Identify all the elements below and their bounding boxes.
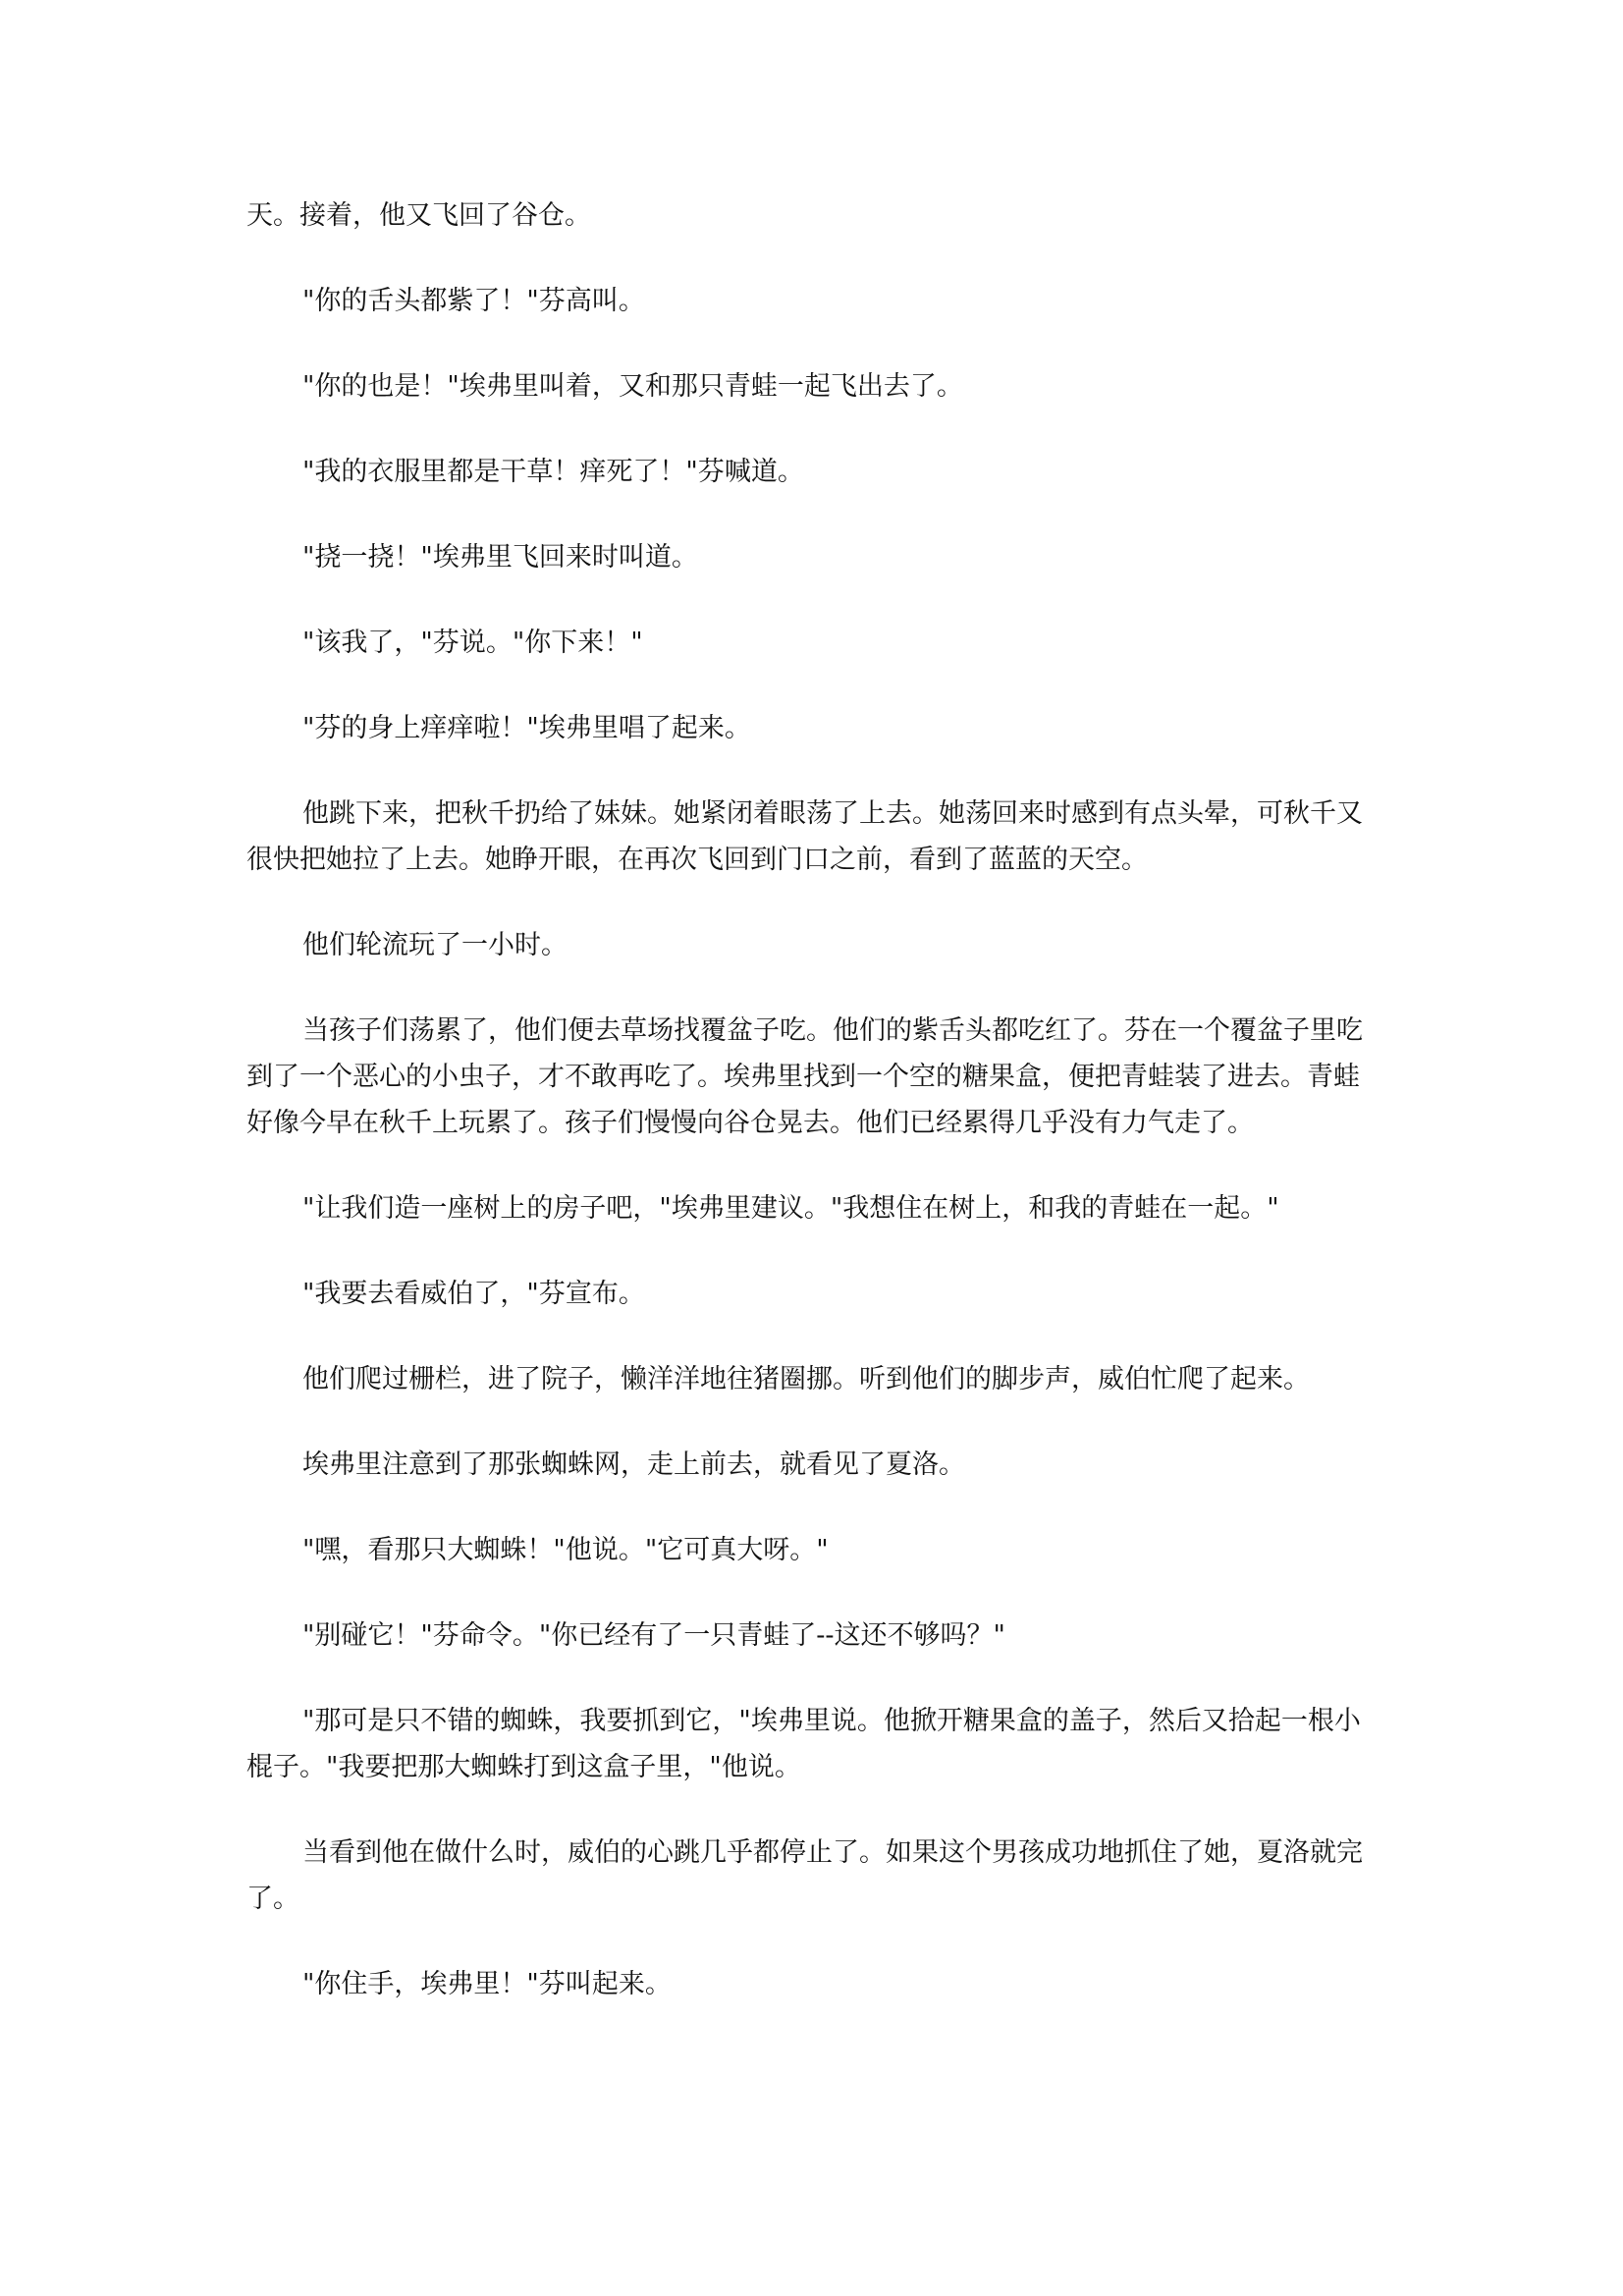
paragraph: "别碰它！"芬命令。"你已经有了一只青蛙了--这还不够吗？" bbox=[302, 1620, 1005, 1651]
paragraph: 天。接着，他又飞回了谷仓。 bbox=[246, 200, 591, 231]
paragraph: 他跳下来，把秋千扔给了妹妹。她紧闭着眼荡了上去。她荡回来时感到有点头晕，可秋千又很快把她拉了上去。她睁开眼，在再次飞回到门口之前，看到了蓝蓝的天空。 bbox=[246, 798, 1363, 875]
paragraph: "我的衣服里都是干草！痒死了！"芬喊道。 bbox=[302, 457, 804, 487]
paragraph: "你住手，埃弗里！"芬叫起来。 bbox=[302, 1969, 672, 1999]
paragraph: "该我了，"芬说。"你下来！" bbox=[302, 628, 643, 658]
paragraph: "挠一挠！"埃弗里飞回来时叫道。 bbox=[302, 542, 698, 573]
body-text bbox=[246, 192, 1385, 2047]
paragraph: "让我们造一座树上的房子吧，"埃弗里建议。"我想住在树上，和我的青蛙在一起。" bbox=[302, 1193, 1279, 1224]
paragraph: "你的也是！"埃弗里叫着，又和那只青蛙一起飞出去了。 bbox=[302, 371, 963, 402]
paragraph: "嘿，看那只大蜘蛛！"他说。"它可真大呀。" bbox=[302, 1535, 829, 1565]
paragraph: 埃弗里注意到了那张蜘蛛网，走上前去，就看见了夏洛。 bbox=[302, 1449, 965, 1480]
paragraph: 他们爬过栅栏，进了院子，懒洋洋地往猪圈挪。听到他们的脚步声，威伯忙爬了起来。 bbox=[302, 1364, 1310, 1394]
paragraph: "你的舌头都紫了！"芬高叫。 bbox=[302, 286, 645, 316]
paragraph: 当看到他在做什么时，威伯的心跳几乎都停止了。如果这个男孩成功地抓住了她，夏洛就完了。 bbox=[246, 1837, 1363, 1914]
paragraph: 当孩子们荡累了，他们便去草场找覆盆子吃。他们的紫舌头都吃红了。芬在一个覆盆子里吃到了一个恶心的小虫子，才不敢再吃了。埃弗里找到一个空的糖果盒，便把青蛙装了进去。青蛙好像今早在秋千上玩累了。孩子们慢慢向谷仓晃去。他们已经累得几乎没有力气走了。 bbox=[246, 1015, 1363, 1138]
paragraph: "芬的身上痒痒啦！"埃弗里唱了起来。 bbox=[302, 713, 751, 743]
paragraph: "那可是只不错的蜘蛛，我要抓到它，"埃弗里说。他掀开糖果盒的盖子，然后又拾起一根小棍子。"我要把那大蜘蛛打到这盒子里，"他说。 bbox=[246, 1706, 1361, 1782]
paragraph: 他们轮流玩了一小时。 bbox=[302, 930, 568, 960]
paragraph: "我要去看威伯了，"芬宣布。 bbox=[302, 1279, 645, 1309]
